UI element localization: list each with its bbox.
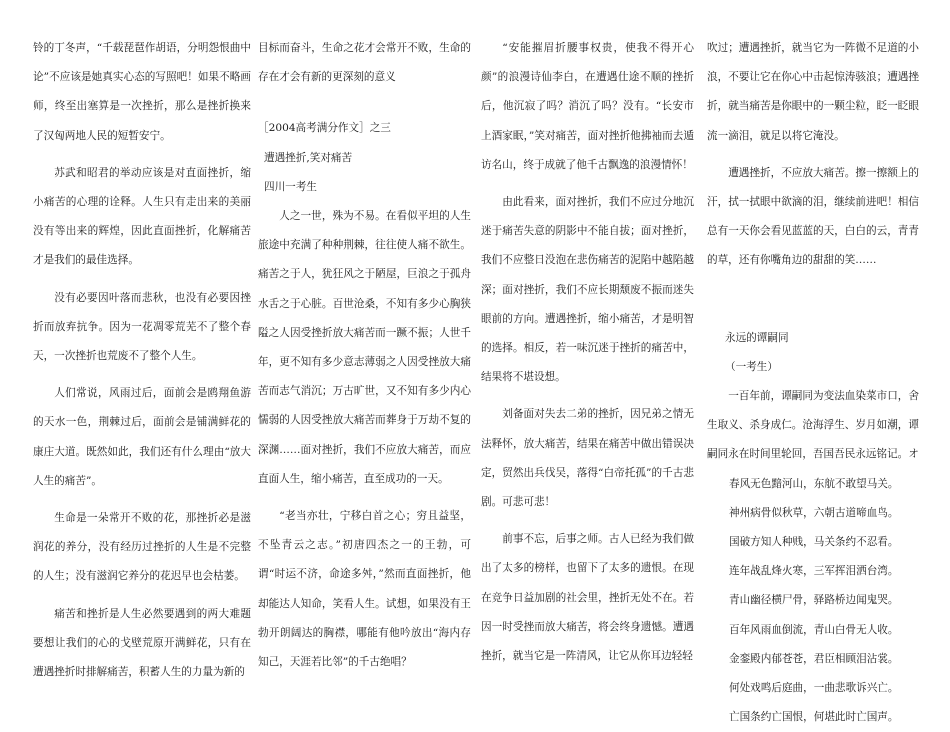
poem-line: 神州病骨似秋草，六朝古道啼血鸟。 (729, 506, 899, 519)
paragraph: 一百年前，谭嗣同为变法血染菜市口，舍生取义、杀身成仁。沧海浮生、岁月如潮，谭嗣同永在时间里轮回，吾国吾民永远铭记。オ (707, 390, 919, 461)
paragraph: 没有必要因叶落而悲秋，也没有必要因挫折而放弃抗争。因为一花凋零荒芜不了整个春天，一次挫折也荒废不了整个人生。 (33, 291, 251, 363)
column-3 (481, 34, 694, 671)
column-4 (707, 34, 919, 732)
essay-series-heading: ［2004高考满分作文］之三 (258, 122, 391, 135)
poem-line: 何处戏鸣后庭曲，一曲悲歌诉兴亡。 (729, 682, 899, 695)
paragraph: 人之一世，殊为不易。在看似平坦的人生旅途中充满了种种荆棘，往往使人痛不欲生。痛苦之于人，犹狂风之于陋屋，巨浪之于孤舟水舌之于心脏。百世沧桑，不知有多少心胸狭隘之人因受挫折放大痛苦而一蹶不振；人世千年，更不知有多少意志薄弱之人因受挫放大痛苦而志气消沉；万古旷世，又不知有多少内心懦弱的人因受挫放大痛苦而葬身于万劫不复的深渊……面对挫折，我们不应放大痛苦，而应直面人生，缩小痛苦，直至成功的一天。 (258, 210, 471, 485)
poem-line: 百年风雨血倒流，青山白骨无人收。 (729, 623, 899, 636)
column-1 (33, 34, 251, 687)
essay-title: 永远的谭嗣同 (725, 331, 789, 344)
essay-author: 四川一考生 (264, 180, 317, 193)
poem (707, 470, 919, 732)
poem-line: 亡国条约亡国恨，何堪此时亡国声。 (729, 711, 899, 724)
poem-line: 青山幽径横尸骨，驿路桥边闻鬼哭。 (729, 594, 899, 607)
paragraph: 人们常说，风雨过后，面前会是鸥翔鱼游的天水一色，荆棘过后，面前会是铺满鲜花的康庄大道。既然如此，我们还有什么理由“放大人生的痛苦”。 (33, 387, 251, 487)
paragraph: 由此看来，面对挫折，我们不应过分地沉迷于痛苦失意的阴影中不能自拔；面对挫折，我们不应整日没泡在悲伤痛苦的泥陷中越陷越深；面对挫折，我们不应长期颓废不振而迷失眼前的方向。遭遇挫折，缩小痛苦，才是明智的选择。相反，若一味沉迷于挫折的痛苦中，结果将不堪设想。 (481, 196, 694, 384)
essay-author: （一考生） (725, 360, 778, 373)
paragraph: 铃的丁冬声，“千载琵琶作胡语，分明怨恨曲中论”不应该是她真实心态的写照吧！如果不略画师，终至出塞算是一次挫折，那么是挫折换来了汉匈两地人民的短暂安宁。 (33, 42, 251, 142)
paragraph: 苏武和昭君的举动应该是对直面挫折，缩小痛苦的心理的诠释。人生只有走出来的美丽没有等出来的辉煌，因此直面挫折，化解痛苦才是我们的最佳选择。 (33, 166, 251, 267)
paragraph: 吹过；遭遇挫折，就当它为一阵微不足道的小浪，不要让它在你心中击起惊涛骇浪；遭遇挫折，就当痛苦是你眼中的一颗尘粒，眨一眨眼流一滴泪，就足以将它淹没。 (707, 42, 919, 142)
essay-title: 遭遇挫折,笑对痛苦 (264, 151, 353, 164)
paragraph: “老当亦壮，宁移白首之心；穷且益坚，不坠青云之志。”初唐四杰之一的王勃，可谓“时运不济，命途多舛，”然而直面挫折，他却能达人知命，笑看人生。试想，如果没有王勃开朗阔达的胸襟，哪能有他吟放出“海内存知己，天涯若比邻”的千古绝唱？ (258, 510, 471, 669)
paragraph: “安能摧眉折腰事权贵，使我不得开心颜”的浪漫诗仙李白，在遭遇仕途不顺的挫折后，他沉寂了吗？消沉了吗？没有。“长安市上酒家眠，”笑对痛苦，面对挫折他拂袖而去遁访名山，终于成就了他千古飘逸的浪漫情怀！ (481, 42, 694, 171)
paragraph: 痛苦和挫折是人生必然要遇到的两大难题要想让我们的心的戈壁荒原开满鲜花，只有在遭遇挫折时排解痛苦，积蓄人生的力量为新的 (33, 607, 251, 679)
paragraph: 遭遇挫折，不应放大痛苦。擦一擦额上的汗，拭一拭眼中欲滴的泪，继续前进吧！相信总有一天你会看见蓝蓝的天，白白的云，青青的草，还有你嘴角边的甜甜的笑…… (707, 166, 919, 267)
paragraph: 刘备面对失去二弟的挫折，因兄弟之情无法释怀，放大痛苦，结果在痛苦中做出错误决定，贸然出兵伐吴，落得“白帝托孤”的千古悲剧。可悲可悲！ (481, 408, 694, 509)
column-2 (258, 34, 471, 677)
poem-line: 国破方知人种贱，马关条约不忍看。 (729, 536, 899, 549)
poem-line: 金銮殿内郁苍苍，君臣相顾泪沾裳。 (729, 652, 899, 665)
paragraph: 目标而奋斗，生命之花才会常开不败，生命的存在才会有新的更深刻的意义 (258, 42, 471, 84)
paragraph: 生命是一朵常开不败的花，那挫折必是滋润花的养分，没有经历过挫折的人生是不完整的人生；没有滋润它养分的花迟早也会枯萎。 (33, 512, 251, 583)
poem-line: 春风无色黯河山，东航不敢望马关。 (729, 477, 899, 490)
poem-line: 连年战乱烽火寒，三军挥泪洒台湾。 (729, 565, 899, 578)
paragraph: 前事不忘，后事之师。古人已经为我们做出了太多的榜样，也留下了太多的遗恨。在现在竞争日益加剧的社会里，挫折无处不在。若因一时受挫而放大痛苦，将会终身遗憾。遭遇挫折，就当它是一阵清风，让它从你耳边轻轻 (481, 533, 694, 663)
